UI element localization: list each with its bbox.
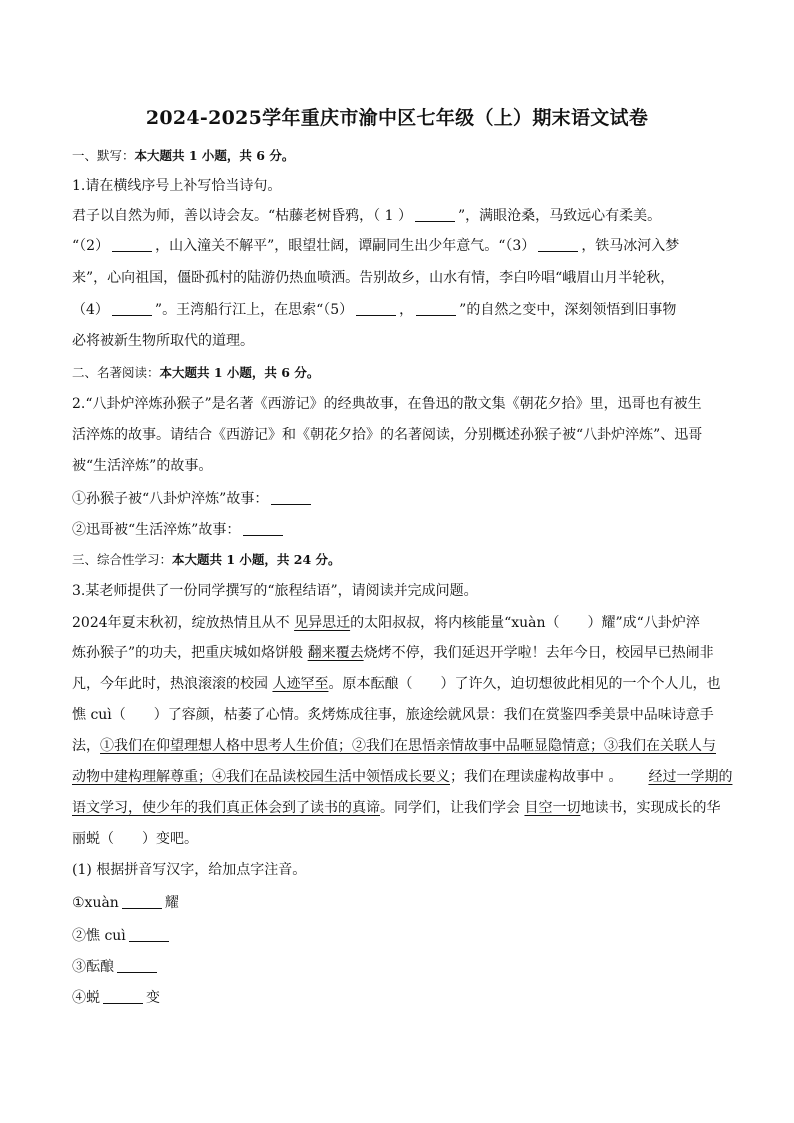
q2-line-1: 2.“八卦炉淬炼孙猴子”是名著《西游记》的经典故事，在鲁迅的散文集《朝花夕拾》里，迅哥也有被生 [72,396,702,412]
q3-para-line-3 [72,674,720,694]
q2-answer-label: ①孙猴子被“八卦炉淬炼”故事： [72,491,269,507]
q3-option-4 [72,988,160,1008]
section-3-description: 本大题共 1 小题，共 24 分。 [172,552,341,567]
q3-para-line-2 [72,643,714,663]
q1-text: 君子以自然为师，善以诗会友。“枯藤老树昏鸦，（ 1 ） [72,208,412,224]
section-2-description: 本大题共 1 小题，共 6 分。 [159,365,320,380]
q3-text: 。原本酝酿（ ）了许久，迫切想彼此相见的一个个人儿，也 [328,676,721,692]
q3-text: 。同学们，让我们学会 [380,800,525,816]
answer-blank-q2-1[interactable] [271,490,311,505]
q3-para-line-7 [72,798,720,818]
q1-line-5: 必将被新生物所取代的道理。 [72,333,254,349]
underlined-sentence: 语文学习，使少年的我们真正体会到了读书的真谛 [72,800,380,816]
q2-answer-label: ②迅哥被“生活淬炼”故事： [72,522,241,538]
answer-blank-o1[interactable] [122,894,162,909]
section-2-header [72,363,319,383]
q1-line-4 [72,300,676,320]
section-3-heading: 三、综合性学习： [72,552,173,567]
q3-para-line-4: 憔 cuì（ ）了容颜，枯萎了心情。炙烤炼成往事，旅途绘就风景：我们在赏鉴四季美景中品味诗意手 [72,707,714,723]
section-1-description: 本大题共 1 小题，共 6 分。 [134,148,295,163]
underlined-phrase: 翻来覆去 [307,645,364,661]
section-1-heading: 一、默写： [72,148,135,163]
answer-blank-5b[interactable] [416,301,456,316]
q3-para-line-1 [72,613,700,633]
answer-blank-2[interactable] [112,237,152,252]
q3-text: 的太阳叔叔，将内核能量“xuàn（ ）耀”成“八卦炉淬 [350,615,700,631]
section-2-heading: 二、名著阅读： [72,365,160,380]
q2-answer-2 [72,520,286,540]
answer-blank-o2[interactable] [129,927,169,942]
page-title: 2024-2025学年重庆市渝中区七年级（上）期末语文试卷 [145,107,649,129]
q1-line-2 [72,236,679,256]
underlined-sentence: 动物中建构理解尊重；④我们在品读校园生活中领悟成长要义 [72,769,450,785]
q3-para-line-6 [72,767,732,787]
q1-text: ， [399,302,414,318]
answer-blank-q2-2[interactable] [243,521,283,536]
q3-text: 2024年夏末秋初，绽放热情且从不 [72,615,295,631]
q3-subquestion-1: (1) 根据拼音写汉字，给加点字注音。 [72,862,307,878]
underlined-sentence: 经过一学期的 [648,769,733,785]
option-label: ②憔 cuì [72,928,126,944]
q2-line-3: 被“生活淬炼”的故事。 [72,458,213,474]
q3-option-2 [72,926,172,946]
q1-text: ”。王湾船行江上，在思索“（5） [154,302,354,318]
q3-option-3 [72,957,160,977]
underlined-phrase: 见异思迁 [294,615,351,631]
answer-blank-5a[interactable] [356,301,396,316]
option-label: ③酝酿 [72,959,114,975]
q1-text: ”，满眼沧桑，马致远心有柔美。 [457,208,662,224]
q2-line-2: 活淬炼的故事。请结合《西游记》和《朝花夕拾》的名著阅读，分别概述孙猴子被“八卦炉淬炼”、迅哥 [72,427,703,443]
q3-text: 烧烤不停，我们延迟开学啦！去年今日，校园早已热闹非 [363,645,714,661]
q3-para-line-5 [72,736,716,756]
q3-text: 凡，今年此时，热浪滚滚的校园 [72,676,273,692]
q3-text: 法， [72,738,100,754]
q1-text: ，山入潼关不解平”，眼望壮阔，谭嗣同生出少年意气。“（3） [155,238,536,254]
answer-blank-o3[interactable] [117,958,157,973]
question-1-stem: 1.请在横线序号上补写恰当诗句。 [72,178,282,194]
option-text: 耀 [164,895,179,911]
q3-option-1 [72,893,179,913]
underlined-phrase: 人迹罕至 [272,676,329,692]
q1-text: ，铁马冰河入梦 [581,238,680,254]
answer-blank-o4[interactable] [103,989,143,1004]
q1-text: （4） [72,302,109,318]
underlined-phrase: 目空一切 [524,800,581,816]
q1-line-3: 来”，心向祖国，僵卧孤村的陆游仍热血喷洒。告别故乡，山水有情，李白吟唱“峨眉山月半轮秋， [72,270,675,286]
answer-blank-4[interactable] [112,301,152,316]
q3-text: 地读书，实现成长的华 [580,800,721,816]
q1-text: “（2） [72,238,110,254]
q1-line-1 [72,206,661,226]
option-label: ①xuàn [72,895,119,911]
q3-text: 炼孙猴子”的功夫，把重庆城如烙饼般 [72,645,308,661]
option-label: ④蜕 [72,990,100,1006]
underlined-sentence: ①我们在仰望理想人格中思考人生价值；②我们在思悟亲情故事中品咂显隐情意；③我们在关联人与 [100,738,716,754]
q1-text: ”的自然之变中，深刻领悟到旧事物 [459,302,677,318]
answer-blank-3[interactable] [538,237,578,252]
q2-answer-1 [72,489,314,509]
section-3-header [72,550,341,570]
question-3-stem: 3.某老师提供了一份同学撰写的“旅程结语”，请阅读并完成问题。 [72,583,478,599]
q3-text: ；我们在理读虚构故事中 。 [450,769,623,785]
q3-para-line-8: 丽蜕（ ）变吧。 [72,831,198,847]
section-1-header [72,146,294,166]
option-text: 变 [146,990,160,1006]
answer-blank-1[interactable] [415,207,455,222]
